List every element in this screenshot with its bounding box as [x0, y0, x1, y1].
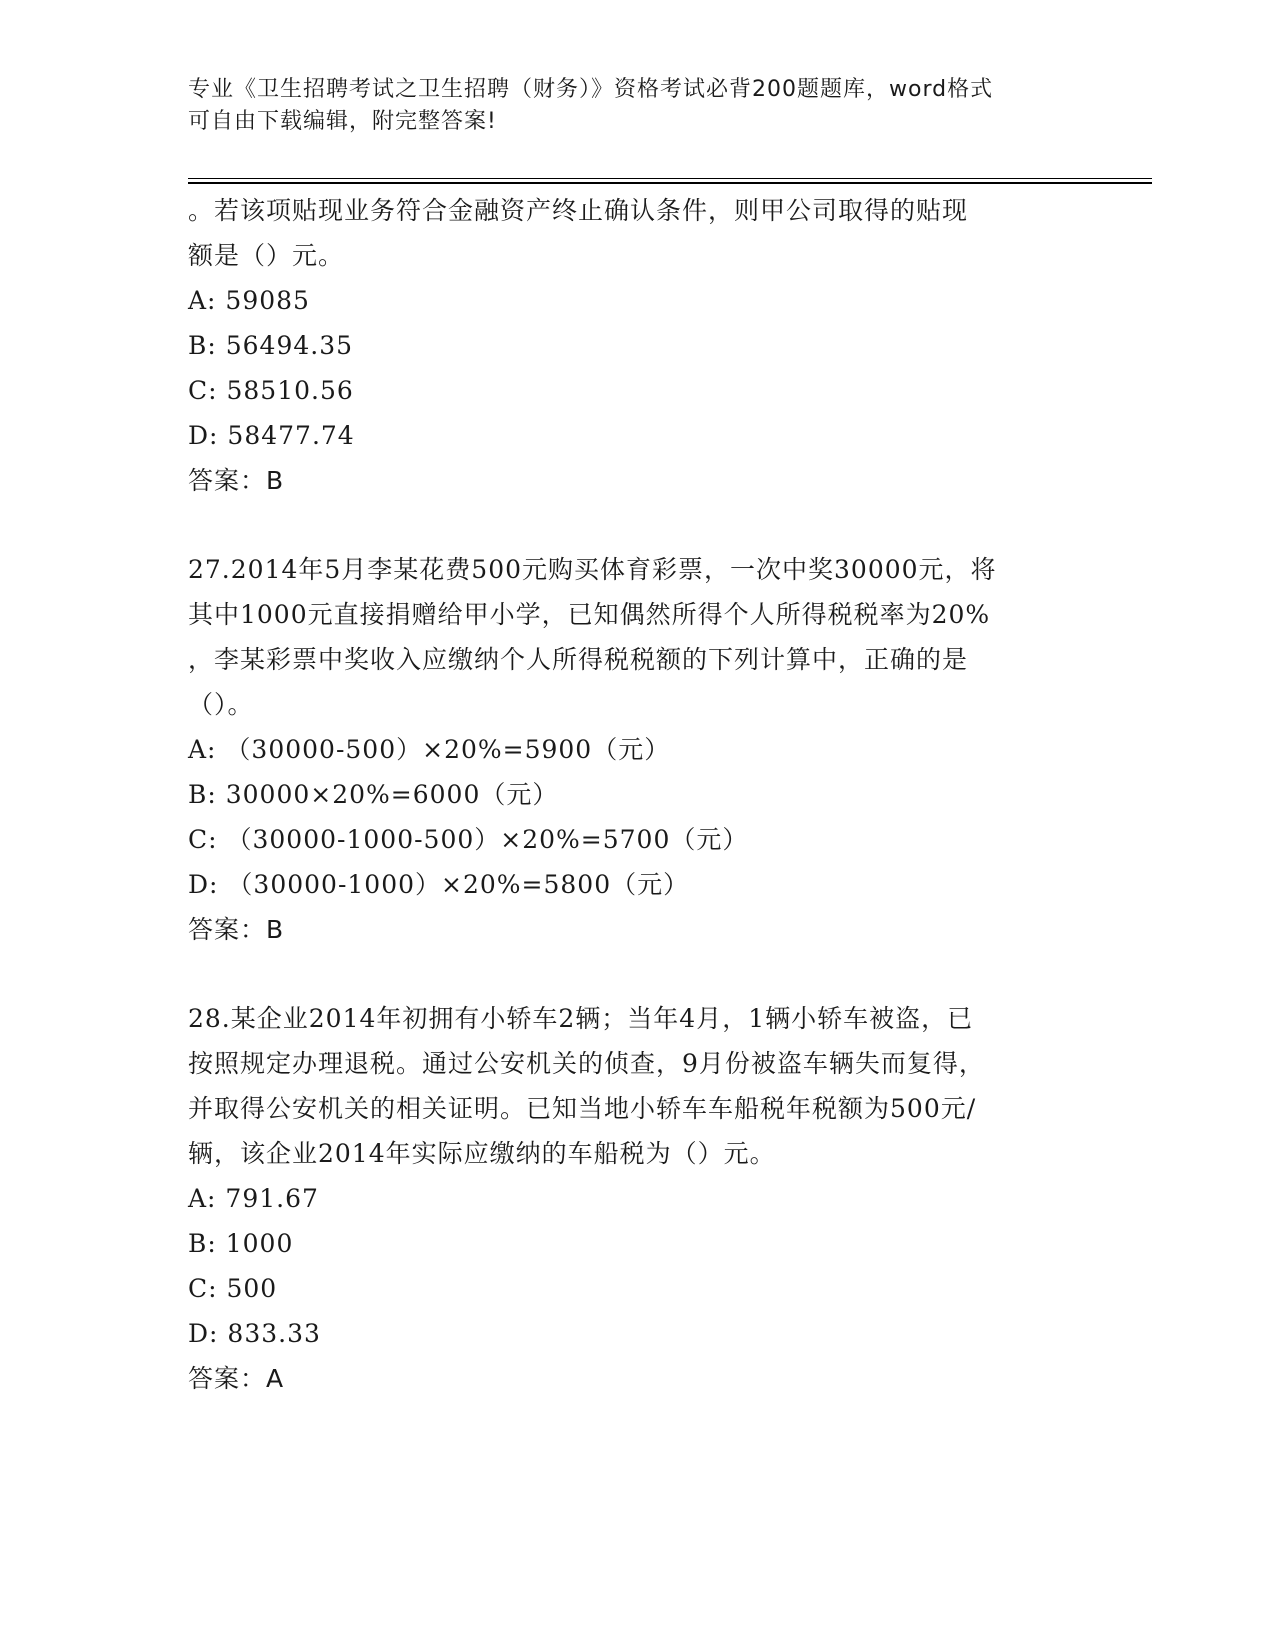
document-header	[188, 74, 1088, 138]
header-title-line-2: 可自由下载编辑，附完整答案!	[188, 109, 497, 134]
question-stem-line: 其中1000元直接捐赠给甲小学，已知偶然所得个人所得税税率为20%	[188, 600, 991, 629]
answer-label: 答案：A	[188, 1364, 285, 1393]
question-stem-line: 按照规定办理退税。通过公安机关的侦查，9月份被盗车辆失而复得，	[188, 1049, 985, 1078]
question-stem-line: 28.某企业2014年初拥有小轿车2辆；当年4月，1辆小轿车被盗，已	[188, 1004, 974, 1033]
option-b: B: 30000×20%=6000（元）	[188, 780, 559, 809]
option-d: D: （30000-1000）×20%=5800（元）	[188, 870, 690, 899]
question-content	[188, 188, 1108, 1401]
question-stem-line: 27.2014年5月李某花费500元购买体育彩票，一次中奖30000元，将	[188, 555, 997, 584]
question-spacer	[188, 952, 1108, 996]
question-27	[188, 547, 1108, 952]
question-spacer	[188, 503, 1108, 547]
question-stem-line: 额是（）元。	[188, 241, 345, 270]
header-divider-thin	[188, 178, 1152, 179]
option-c: C: 500	[188, 1274, 278, 1303]
header-divider-thick	[188, 182, 1152, 184]
question-28	[188, 996, 1108, 1401]
question-stem-line: 。若该项贴现业务符合金融资产终止确认条件，则甲公司取得的贴现	[188, 196, 969, 225]
answer-label: 答案：B	[188, 915, 285, 944]
question-stem-line: 辆，该企业2014年实际应缴纳的车船税为（）元。	[188, 1139, 776, 1168]
option-a: A: 59085	[188, 286, 310, 315]
option-a: A: 791.67	[188, 1184, 319, 1213]
option-b: B: 56494.35	[188, 331, 354, 360]
option-c: C: （30000-1000-500）×20%=5700（元）	[188, 825, 749, 854]
question-26	[188, 188, 1108, 503]
option-d: D: 833.33	[188, 1319, 321, 1348]
option-c: C: 58510.56	[188, 376, 354, 405]
option-b: B: 1000	[188, 1229, 294, 1258]
header-title-line-1: 专业《卫生招聘考试之卫生招聘（财务）》资格考试必背200题题库，word格式	[188, 77, 994, 102]
option-d: D: 58477.74	[188, 421, 355, 450]
option-a: A: （30000-500）×20%=5900（元）	[188, 735, 671, 764]
question-stem-line: 并取得公安机关的相关证明。已知当地小轿车车船税年税额为500元/	[188, 1094, 977, 1123]
question-stem-line: ，李某彩票中奖收入应缴纳个人所得税税额的下列计算中，正确的是	[188, 645, 969, 674]
question-stem-line: （）。	[188, 690, 254, 719]
answer-label: 答案：B	[188, 466, 285, 495]
